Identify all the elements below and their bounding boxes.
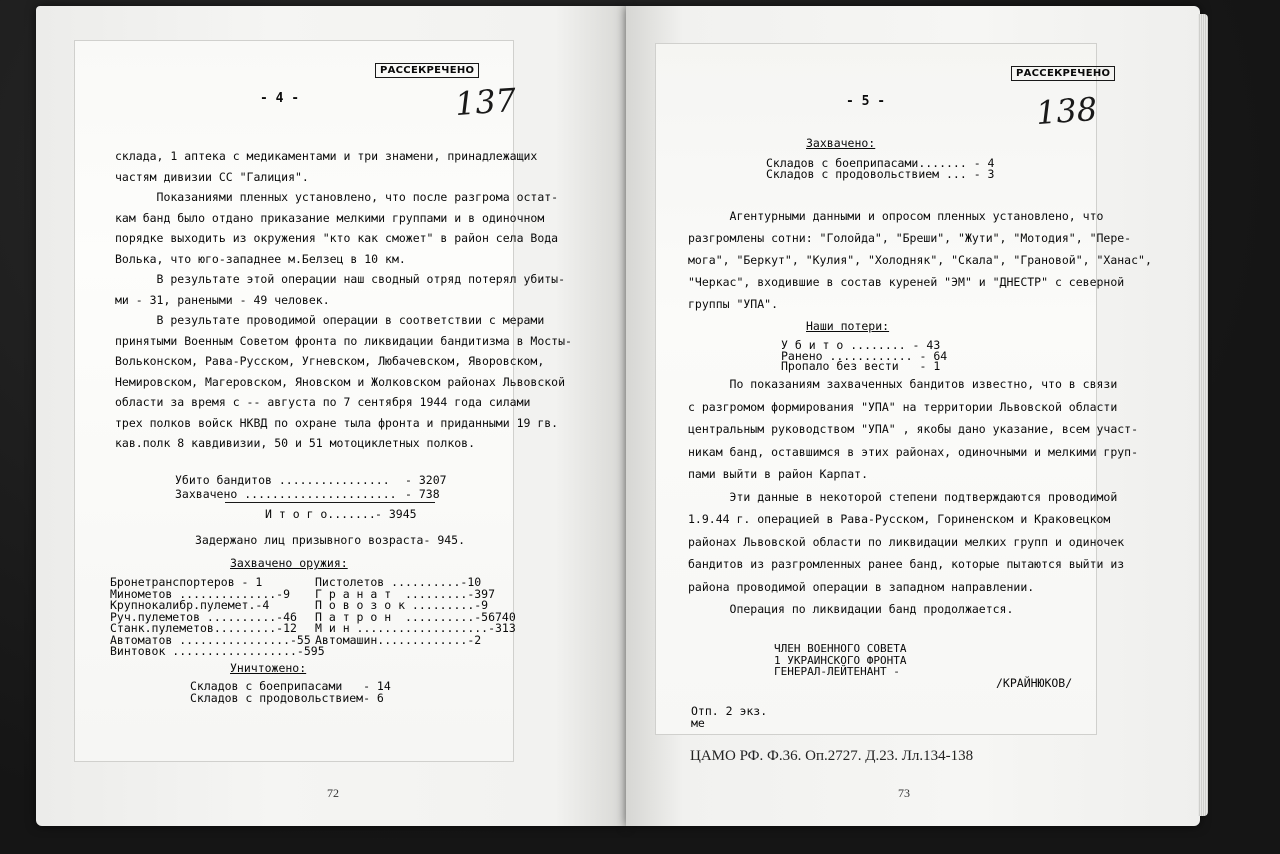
total-value: - 3945 (375, 507, 417, 521)
footer-line: мe (691, 716, 705, 730)
text-line: группы "УПА". (688, 297, 779, 311)
folio-right: 73 (898, 786, 910, 800)
text-line: В результате этой операции наш сводный отряд потерял убиты- (115, 272, 566, 286)
captured-item: Складов с продовольствием ... - 3 (766, 167, 995, 181)
loss-item: У б и т о ........ - 43 (781, 338, 941, 352)
text-line: с разгромом формирования "УПА" на территории Львовской области (688, 399, 1118, 414)
folio-left: 72 (327, 786, 339, 800)
text-line: Волька, что юго-западнее м.Белзец в 10 км. (115, 251, 406, 266)
signature-line: ЧЛЕН ВОЕННОГО СОВЕТА (774, 642, 907, 655)
left-document-scan (74, 40, 572, 762)
captured-total-value: - 738 (405, 487, 440, 501)
weapon-item: П а т р о н ..........-56740 (315, 609, 516, 624)
text-line: порядке выходить из окружения "кто как сможет" в район села Вода (115, 231, 559, 245)
losses-title: Наши потери: (806, 319, 890, 333)
declassified-stamp: РАССЕКРЕЧЕНО (375, 63, 479, 78)
destroyed-item: Складов с боеприпасами - 14 (190, 679, 391, 693)
weapon-item: Минометов ..............-9 (110, 586, 291, 601)
text-line: В результате проводимой операции в соответствии с мерами (115, 313, 545, 327)
weapon-item: Станк.пулеметов.........-12 (110, 621, 297, 635)
right-document-scan (655, 43, 1152, 735)
text-line: По показаниям захваченных бандитов известно, что в связи (688, 377, 1118, 391)
divider (225, 502, 435, 503)
weapon-item: Крупнокалибр.пулемет.-4 (110, 598, 270, 612)
footer-line: Отп. 2 экз. (691, 704, 768, 718)
page-marker: - 5 - (846, 94, 886, 109)
weapon-item: Автомашин.............-2 (315, 632, 482, 647)
text-line: кам банд было отдано приказание мелкими группами и в одиночном (115, 210, 545, 225)
text-line: Вольконском, Рава-Русском, Угневском, Любачевском, Яворовском, (115, 354, 545, 368)
page-edge (1198, 14, 1208, 816)
weapons-title: Захвачено оружия: (230, 556, 348, 570)
text-line: разгромлены сотни: "Голойда", "Бреши", "Жути", "Мотодия", "Пере- (688, 231, 1132, 245)
text-line: трех полков войск НКВД по охране тыла фронта и приданными 19 гв. (115, 415, 559, 430)
handwritten-number: 138 (1034, 89, 1099, 133)
text-line: Агентурными данными и опросом пленных установлено, что (688, 209, 1104, 223)
loss-item: Пропало без вести - 1 (781, 359, 941, 373)
killed-total-value: - 3207 (405, 473, 447, 487)
text-line: районах Львовской области по ликвидации мелких групп и одиночек (688, 534, 1125, 549)
text-line: никам банд, оставшимся в этих районах, одиночными и мелкими груп- (688, 444, 1139, 459)
text-line: района проводимой операции в западном направлении. (688, 579, 1035, 594)
declassified-stamp: РАССЕКРЕЧЕНО (1011, 66, 1115, 81)
signature-name: /КРАЙНЮКОВ/ (996, 676, 1073, 690)
weapon-item: Г р а н а т .........-397 (315, 586, 496, 601)
text-line: кав.полк 8 кавдивизии, 50 и 51 мотоциклетных полков. (115, 436, 476, 450)
captured-total-label: Захвачено ...................... (175, 487, 397, 501)
weapon-item: М и н ...................-313 (315, 621, 516, 635)
signature-line: ГЕНЕРАЛ-ЛЕЙТЕНАНТ - (774, 665, 900, 678)
text-line: склада, 1 аптека с медикаментами и три знамени, принадлежащих (115, 149, 538, 163)
text-line: мога", "Беркут", "Кулия", "Холодняк", "Скала", "Грановой", "Ханас", (688, 253, 1152, 267)
killed-total-label: Убито бандитов ................ (175, 473, 390, 487)
captured-title: Захвачено: (806, 136, 876, 150)
text-line: Показаниями пленных установлено, что после разгрома остат- (115, 190, 559, 204)
signature-line: 1 УКРАИНСКОГО ФРОНТА (774, 653, 907, 667)
weapon-item: Бронетранспортеров - 1 (110, 575, 263, 589)
text-line: области за время с -- августа по 7 сентября 1944 года силами (115, 395, 531, 409)
text-line: принятыми Военным Советом фронта по ликвидации бандитизма в Мосты- (115, 333, 572, 348)
destroyed-title: Уничтожено: (230, 661, 307, 675)
text-line: ми - 31, ранеными - 49 человек. (115, 292, 330, 307)
handwritten-number: 137 (453, 80, 518, 124)
text-line: центральным руководством "УПА" , якобы дано указание, всем участ- (688, 422, 1139, 436)
weapon-item: Руч.пулеметов ..........-46 (110, 609, 297, 624)
total-label: И т о г о....... (265, 507, 376, 521)
text-line: 1.9.44 г. операцией в Рава-Русском, Гориненском и Краковецком (688, 512, 1111, 526)
text-line: Эти данные в некоторой степени подтверждаются проводимой (688, 489, 1118, 504)
loss-item: Ранено ............ - 64 (781, 348, 948, 363)
captured-item: Складов с боеприпасами....... - 4 (766, 156, 995, 170)
detained-line: Задержано лиц призывного возраста- 945. (195, 533, 466, 547)
archive-caption: ЦАМО РФ. Ф.36. Оп.2727. Д.23. Лл.134-138 (690, 748, 974, 764)
weapon-item: П о в о з о к .........-9 (315, 598, 489, 612)
destroyed-item: Складов с продовольствием- 6 (190, 691, 384, 705)
text-line: бандитов из разгромленных ранее банд, которые пытаются выйти из (688, 557, 1125, 571)
page-marker: - 4 - (260, 91, 300, 106)
text-line: Операция по ликвидации банд продолжается. (688, 602, 1014, 616)
weapon-item: Винтовок ..................-595 (110, 644, 325, 658)
text-line: частям дивизии СС "Галиция". (115, 169, 309, 184)
text-line: Немировском, Магеровском, Яновском и Жолковском районах Львовской (115, 374, 566, 389)
weapon-item: Автоматов ................-55 (110, 632, 311, 647)
text-line: пами выйти в район Карпат. (688, 467, 869, 481)
weapon-item: Пистолетов ..........-10 (315, 575, 482, 589)
text-line: "Черкас", входившие в состав куреней "ЭМ" и "ДНЕСТР" с северной (688, 275, 1125, 289)
